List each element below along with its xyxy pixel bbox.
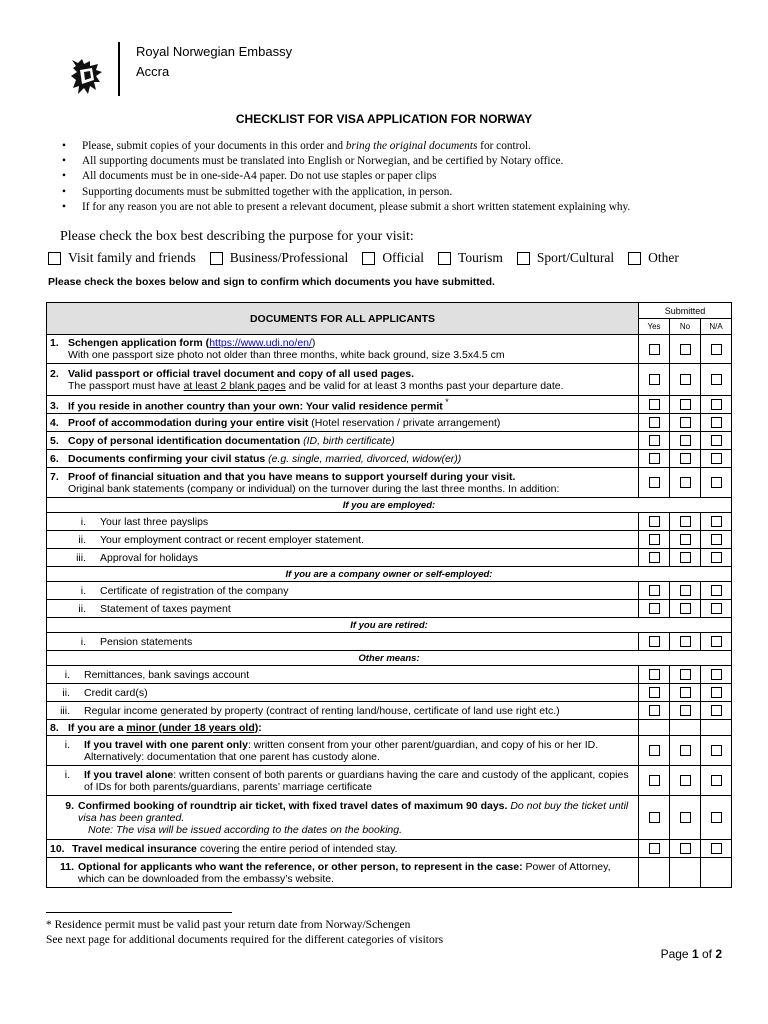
purpose-label: Tourism (458, 250, 503, 265)
page-label: Page (660, 947, 692, 961)
row-title: Travel medical insurance (72, 842, 197, 855)
purpose-option-official[interactable] (362, 250, 424, 266)
purpose-option-sport-cultural[interactable] (517, 250, 614, 266)
no-checkbox[interactable] (680, 399, 691, 410)
no-checkbox[interactable] (680, 585, 691, 596)
subsection-row (47, 651, 732, 666)
na-checkbox[interactable] (711, 585, 722, 596)
row-title: Copy of personal identification documentation (68, 434, 301, 447)
row-text (47, 858, 639, 888)
table-row (47, 531, 732, 549)
yes-checkbox[interactable] (649, 669, 660, 680)
row-number: 5. (50, 434, 59, 447)
yes-checkbox[interactable] (649, 687, 660, 698)
table-row (47, 858, 732, 888)
row-number: 3. (50, 400, 59, 413)
subsection-other: Other means: (47, 651, 732, 666)
yes-checkbox[interactable] (649, 435, 660, 446)
yes-checkbox[interactable] (649, 344, 660, 355)
row-text (47, 414, 639, 432)
yes-checkbox[interactable] (649, 705, 660, 716)
table-row (47, 736, 732, 766)
row-text (47, 450, 639, 468)
row-title: Schengen application form ( (68, 337, 210, 349)
row-title: Optional for applicants who want the reference, or other person, to represent in the case: (78, 860, 523, 873)
row-title: If you travel with one parent only (84, 738, 248, 751)
yes-checkbox[interactable] (649, 745, 660, 756)
purpose-label: Other (648, 250, 679, 265)
row-number: 6. (50, 452, 59, 465)
purpose-label: Sport/Cultural (536, 250, 615, 265)
row-text (47, 766, 639, 796)
yes-checkbox[interactable] (649, 603, 660, 614)
no-checkbox[interactable] (680, 477, 691, 488)
table-row (47, 335, 732, 364)
embassy-name-line: Royal Norwegian Embassy (136, 44, 293, 59)
no-checkbox[interactable] (680, 705, 691, 716)
row-number: 1. (50, 337, 59, 349)
row-text (47, 684, 639, 702)
yes-checkbox[interactable] (649, 552, 660, 563)
no-column-header: No (670, 319, 701, 335)
row-number: iii. (76, 551, 86, 564)
no-checkbox[interactable] (680, 603, 691, 614)
row-title: Your employment contract or recent employer statement. (100, 533, 364, 546)
footnote-divider (46, 912, 232, 913)
subsection-row (47, 498, 732, 513)
yes-checkbox[interactable] (649, 516, 660, 527)
no-checkbox[interactable] (680, 745, 691, 756)
row-number: ii. (78, 533, 86, 546)
yes-checkbox[interactable] (649, 417, 660, 428)
yes-checkbox[interactable] (649, 534, 660, 545)
row-title: Pension statements (100, 635, 193, 648)
no-checkbox[interactable] (680, 435, 691, 446)
row-text (47, 720, 639, 736)
table-instruction: Please check the boxes below and sign to confirm which documents you have submitted. (48, 276, 495, 288)
na-checkbox[interactable] (711, 534, 722, 545)
row-detail: Original bank statements (company or individual) on the turnover during the last three months. In addition: (68, 482, 560, 495)
row-number: ii. (78, 602, 86, 615)
table-row (47, 684, 732, 702)
table-row (47, 450, 732, 468)
yes-checkbox[interactable] (649, 775, 660, 786)
yes-checkbox[interactable] (649, 477, 660, 488)
submitted-header: Submitted (639, 303, 732, 319)
no-checkbox[interactable] (680, 812, 691, 823)
row-detail: (Hotel reservation / private arrangement) (308, 416, 501, 429)
na-checkbox[interactable] (711, 435, 722, 446)
row-number: iii. (60, 704, 70, 717)
table-row (47, 582, 732, 600)
no-checkbox[interactable] (680, 843, 691, 854)
table-row (47, 432, 732, 450)
table-row (47, 633, 732, 651)
table-row (47, 840, 732, 858)
row-text (47, 702, 639, 720)
row-title: Remittances, bank savings account (84, 668, 250, 681)
row-number: i. (80, 635, 86, 648)
yes-checkbox[interactable] (649, 453, 660, 464)
row-detail: (e.g. single, married, divorced, widow(er)) (265, 452, 462, 465)
row-number: i. (64, 668, 70, 681)
row-title: If you are a (68, 721, 127, 734)
no-checkbox[interactable] (680, 636, 691, 647)
page-of: of (698, 947, 716, 961)
table-header: DOCUMENTS FOR ALL APPLICANTS (47, 303, 639, 335)
no-checkbox[interactable] (680, 417, 691, 428)
note-emphasis: bring the original documents (345, 140, 478, 152)
purpose-label: Business/Professional (229, 250, 349, 265)
subsection-row (47, 618, 732, 633)
row-title: Statement of taxes payment (100, 602, 231, 615)
table-row (47, 513, 732, 531)
table-row (47, 414, 732, 432)
na-checkbox[interactable] (711, 687, 722, 698)
yes-checkbox[interactable] (649, 374, 660, 385)
row-detail: (ID, birth certificate) (300, 434, 395, 447)
checkbox[interactable] (362, 252, 375, 265)
row-title-end: ) (311, 337, 316, 349)
na-column-header: N/A (701, 319, 732, 335)
purpose-option-family[interactable] (48, 250, 196, 266)
no-checkbox[interactable] (680, 453, 691, 464)
row-title: If you travel alone (84, 768, 174, 781)
row-text (47, 335, 639, 364)
documents-checklist-table (46, 302, 732, 888)
row-title: Regular income generated by property (contract of renting land/house, certificate of land use right etc.) (84, 704, 560, 717)
row-text (47, 549, 639, 567)
row-text (47, 633, 639, 651)
row-number: i. (80, 584, 86, 597)
row-detail: Power of Attorney, which can be downloaded from the embassy’s website. (78, 860, 611, 885)
na-checkbox[interactable] (711, 399, 722, 410)
checkbox[interactable] (48, 252, 61, 265)
udi-link[interactable]: https://www.udi.no/en/ (209, 337, 312, 349)
row-title: Proof of accommodation during your entire visit (68, 416, 309, 429)
row-title: Certificate of registration of the company (100, 584, 289, 597)
yes-checkbox[interactable] (649, 399, 660, 410)
yes-column-header: Yes (639, 319, 670, 335)
row-detail: : written consent of both parents or guardians having the care and custody of the applicant, copies of IDs for both parents/guardians, parents’ marriage certificate (84, 768, 629, 793)
row-number: 4. (50, 416, 59, 429)
na-checkbox[interactable] (711, 603, 722, 614)
row-number: 11. (59, 860, 74, 873)
na-checkbox[interactable] (711, 843, 722, 854)
row-title: Your last three payslips (100, 515, 209, 528)
table-row (47, 468, 732, 498)
note-text: for control. (477, 140, 532, 152)
row-text (47, 513, 639, 531)
page-total: 2 (715, 947, 722, 961)
row-text (47, 531, 639, 549)
row-detail: and be valid for at least 3 months past your departure date. (285, 379, 564, 392)
row-title: Proof of financial situation and that you have means to support yourself during your visit. (68, 470, 516, 483)
na-checkbox[interactable] (711, 516, 722, 527)
checkbox[interactable] (438, 252, 451, 265)
row-title: Credit card(s) (84, 686, 148, 699)
note-item: • Supporting documents must be submitted together with the application, in person. (62, 185, 630, 200)
row-title: Documents confirming your civil status (68, 452, 266, 465)
table-row (47, 396, 732, 414)
row-text (47, 468, 639, 498)
page-title: CHECKLIST FOR VISA APPLICATION FOR NORWAY (235, 112, 533, 126)
na-checkbox[interactable] (711, 453, 722, 464)
purpose-option-business[interactable] (210, 250, 349, 266)
row-title-underline: minor (under 18 years old) (126, 721, 259, 734)
na-checkbox[interactable] (711, 374, 722, 385)
purpose-label: Visit family and friends (68, 250, 196, 265)
no-checkbox[interactable] (680, 669, 691, 680)
row-number: 9. (65, 799, 74, 812)
row-number: ii. (62, 686, 70, 699)
page-current: 1 (691, 947, 699, 961)
table-row (47, 720, 732, 736)
row-detail: : written consent from your other parent/guardian, and copy of his or her ID. Alternatively: documentation that one parent has custody alone. (84, 738, 599, 763)
table-row (47, 364, 732, 396)
footnote-next-page: See next page for additional documents required for the different categories of visitors (46, 934, 444, 946)
na-checkbox[interactable] (711, 552, 722, 563)
row-detail: The passport must have (68, 379, 184, 392)
page-number (661, 947, 722, 961)
table-row (47, 600, 732, 618)
row-detail: Do not buy the ticket until visa has been granted. (78, 799, 629, 824)
no-checkbox[interactable] (680, 775, 691, 786)
row-note: Note: The visa will be issued according to the dates on the booking. (88, 823, 403, 836)
row-number: i. (64, 738, 70, 751)
no-checkbox[interactable] (680, 534, 691, 545)
header-divider (118, 42, 120, 96)
na-checkbox[interactable] (711, 812, 722, 823)
checkbox[interactable] (517, 252, 530, 265)
subsection-owner: If you are a company owner or self-employed: (47, 567, 732, 582)
row-text (47, 396, 639, 414)
row-number: 8. (50, 721, 59, 734)
no-checkbox[interactable] (680, 552, 691, 563)
footnote-marker: * (442, 396, 449, 407)
row-title: Confirmed booking of roundtrip air ticket, with fixed travel dates of maximum 90 days. (78, 799, 508, 812)
note-item (62, 139, 630, 154)
no-checkbox[interactable] (680, 687, 691, 698)
yes-checkbox[interactable] (649, 585, 660, 596)
footnote-residence: * Residence permit must be valid past your return date from Norway/Schengen (46, 919, 411, 931)
footnote (46, 918, 443, 948)
row-text (47, 364, 639, 396)
row-text (47, 840, 639, 858)
row-title: If you reside in another country than your own: Your valid residence permit (68, 400, 443, 413)
embassy-name (136, 42, 292, 82)
row-title: Approval for holidays (100, 551, 199, 564)
table-row (47, 549, 732, 567)
row-number: i. (64, 768, 70, 781)
na-checkbox[interactable] (711, 477, 722, 488)
purpose-question: Please check the box best describing the purpose for your visit: (60, 229, 414, 244)
checkbox[interactable] (210, 252, 223, 265)
na-checkbox[interactable] (711, 417, 722, 428)
row-text (47, 432, 639, 450)
na-checkbox[interactable] (711, 636, 722, 647)
row-text (47, 666, 639, 684)
purpose-label: Official (382, 250, 425, 265)
note-item: • If for any reason you are not able to present a relevant document, please submit a short written statement explaining why. (62, 200, 630, 215)
row-text (47, 600, 639, 618)
note-text: Please, submit copies of your documents in this order and (82, 140, 346, 152)
row-text (47, 796, 639, 840)
row-detail: covering the entire period of intended stay. (196, 842, 398, 855)
row-text (47, 736, 639, 766)
note-item: • All documents must be in one-side-A4 paper. Do not use staples or paper clips (62, 169, 630, 184)
subsection-retired: If you are retired: (47, 618, 732, 633)
embassy-city: Accra (136, 64, 170, 79)
row-detail-underline: at least 2 blank pages (183, 379, 286, 392)
na-checkbox[interactable] (711, 669, 722, 680)
coat-of-arms-lion-icon (70, 58, 106, 100)
yes-checkbox[interactable] (649, 812, 660, 823)
row-number: i. (80, 515, 86, 528)
yes-checkbox[interactable] (649, 636, 660, 647)
na-checkbox[interactable] (711, 344, 722, 355)
na-checkbox[interactable] (711, 745, 722, 756)
note-item: • All supporting documents must be translated into English or Norwegian, and be certified by Notary office. (62, 154, 630, 169)
row-number: 10. (50, 842, 65, 855)
no-checkbox[interactable] (680, 374, 691, 385)
yes-checkbox[interactable] (649, 843, 660, 854)
purpose-option-other[interactable] (628, 250, 679, 266)
no-checkbox[interactable] (680, 516, 691, 527)
row-number: 2. (50, 367, 59, 380)
subsection-employed: If you are employed: (47, 498, 732, 513)
no-checkbox[interactable] (680, 344, 691, 355)
subsection-row (47, 567, 732, 582)
row-title: Valid passport or official travel document and copy of all used pages. (68, 367, 414, 380)
na-checkbox[interactable] (711, 775, 722, 786)
table-row (47, 702, 732, 720)
purpose-options (48, 250, 693, 266)
instructions-list (62, 139, 630, 215)
table-row (47, 766, 732, 796)
table-row (47, 666, 732, 684)
row-number: 7. (50, 470, 59, 483)
checkbox[interactable] (628, 252, 641, 265)
row-title-end: : (258, 721, 262, 734)
na-checkbox[interactable] (711, 705, 722, 716)
purpose-option-tourism[interactable] (438, 250, 503, 266)
row-detail: With one passport size photo not older than three months, white back ground, size 3.5x4.5 cm (68, 349, 505, 361)
table-row (47, 796, 732, 840)
row-text (47, 582, 639, 600)
